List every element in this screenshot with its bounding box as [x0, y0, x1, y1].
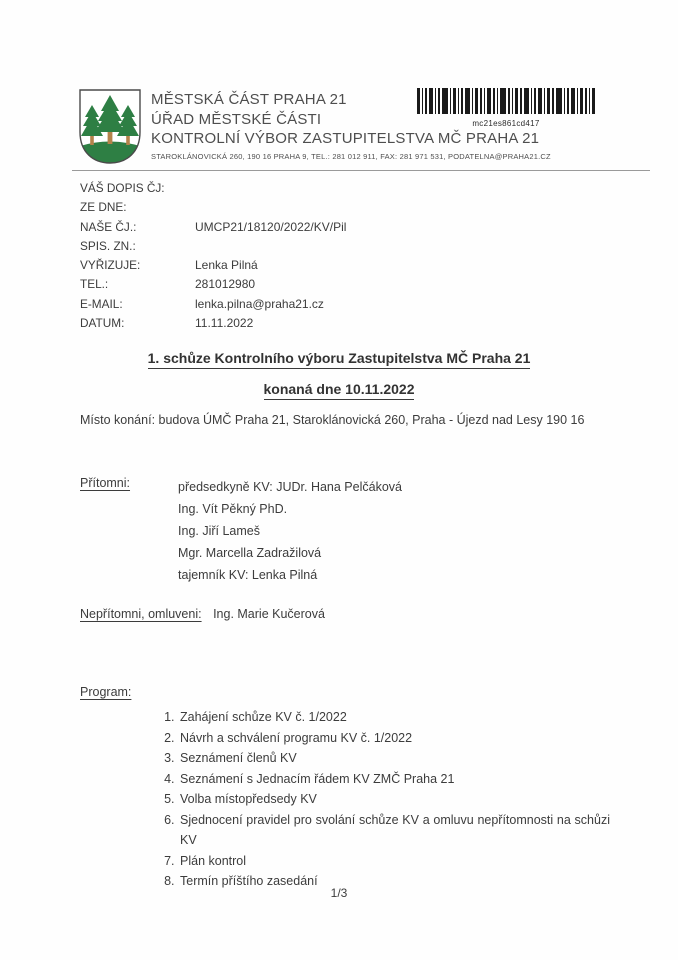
letterhead [0, 0, 678, 166]
coat-of-arms-logo [78, 88, 142, 166]
meta-field-label: TEL.: [80, 277, 109, 292]
meta-field-value: Lenka Pilná [195, 258, 258, 273]
absent-name: Ing. Marie Kučerová [213, 607, 325, 622]
meta-field-row [80, 198, 678, 217]
meta-field-label: ZE DNE: [80, 200, 127, 215]
present-section [80, 476, 678, 586]
org-name-line: MĚSTSKÁ ČÁST PRAHA 21 [151, 91, 347, 108]
meta-field-value: 11.11.2022 [195, 316, 254, 331]
meta-field-label: DATUM: [80, 316, 125, 331]
attendee-name: Ing. Jiří Lameš [178, 524, 260, 539]
absent-section [80, 607, 678, 621]
program-item: 4. Seznámení s Jednacím řádem KV ZMČ Praha 21 [178, 769, 610, 790]
org-name-line: KONTROLNÍ VÝBOR ZASTUPITELSTVA MČ PRAHA 21 [151, 130, 540, 147]
meta-field-label: VÁŠ DOPIS ČJ: [80, 181, 165, 195]
meta-field-value: lenka.pilna@praha21.cz [195, 296, 324, 311]
barcode-block [417, 88, 595, 128]
document-title-line1: 1. schůze Kontrolního výboru Zastupitelstva MČ Praha 21 [148, 350, 531, 369]
present-list [178, 476, 402, 586]
present-label: Přítomni: [80, 476, 131, 491]
program-item: 5. Volba místopředsedy KV [178, 789, 610, 810]
program-item: 6. Sjednocení pravidel pro svolání schůze KV a omluvu nepřítomnosti na schůzi KV [178, 810, 610, 851]
meta-field-row [80, 256, 678, 275]
program-item: 7. Plán kontrol [178, 851, 610, 872]
barcode-icon [417, 88, 595, 114]
meta-field-label: SPIS. ZN.: [80, 238, 136, 253]
program-item: 8. Termín příštího zasedání [178, 871, 610, 892]
meta-field-row [80, 179, 678, 198]
absent-label: Nepřítomni, omluveni: [80, 607, 202, 622]
attendee-name: předsedkyně KV: JUDr. Hana Pelčáková [178, 480, 402, 495]
program-item: 1. Zahájení schůze KV č. 1/2022 [178, 707, 610, 728]
program-item: 2. Návrh a schválení programu KV č. 1/2022 [178, 728, 610, 749]
program-section [80, 683, 678, 701]
attendee-name: Ing. Vít Pěkný PhD. [178, 502, 288, 517]
document-title-line2: konaná dne 10.11.2022 [264, 381, 415, 400]
meta-fields-section [0, 171, 678, 333]
barcode-text: mc21es861cd417 [472, 119, 540, 128]
meta-field-row [80, 295, 678, 314]
meta-field-label: E-MAIL: [80, 296, 123, 311]
attendee-name: tajemník KV: Lenka Pilná [178, 568, 318, 583]
contact-address-line: STAROKLÁNOVICKÁ 260, 190 16 PRAHA 9, TEL.: 281 012 911, FAX: 281 971 531, PODATELNA@PRAHA21.CZ [151, 151, 551, 161]
meta-field-value: 281012980 [195, 277, 256, 292]
org-name-line: ÚŘAD MĚSTSKÉ ČÁSTI [151, 110, 322, 128]
meta-field-row [80, 237, 678, 256]
meta-field-label: NAŠE ČJ.: [80, 219, 137, 234]
meeting-location-line: Místo konání: budova ÚMČ Praha 21, Staroklánovická 260, Praha - Újezd nad Lesy 190 16 [80, 413, 585, 428]
document-title-block [0, 350, 678, 400]
meta-field-row [80, 218, 678, 237]
meta-field-label: VYŘIZUJE: [80, 258, 141, 273]
meta-field-value: UMCP21/18120/2022/KV/Pil [195, 219, 347, 234]
program-list [160, 707, 610, 892]
program-label: Program: [80, 685, 132, 700]
program-item: 3. Seznámení členů KV [178, 748, 610, 769]
meta-field-row [80, 314, 678, 333]
page-number: 1/3 [330, 886, 348, 900]
meta-field-row [80, 275, 678, 294]
attendee-name: Mgr. Marcella Zadražilová [178, 546, 322, 561]
